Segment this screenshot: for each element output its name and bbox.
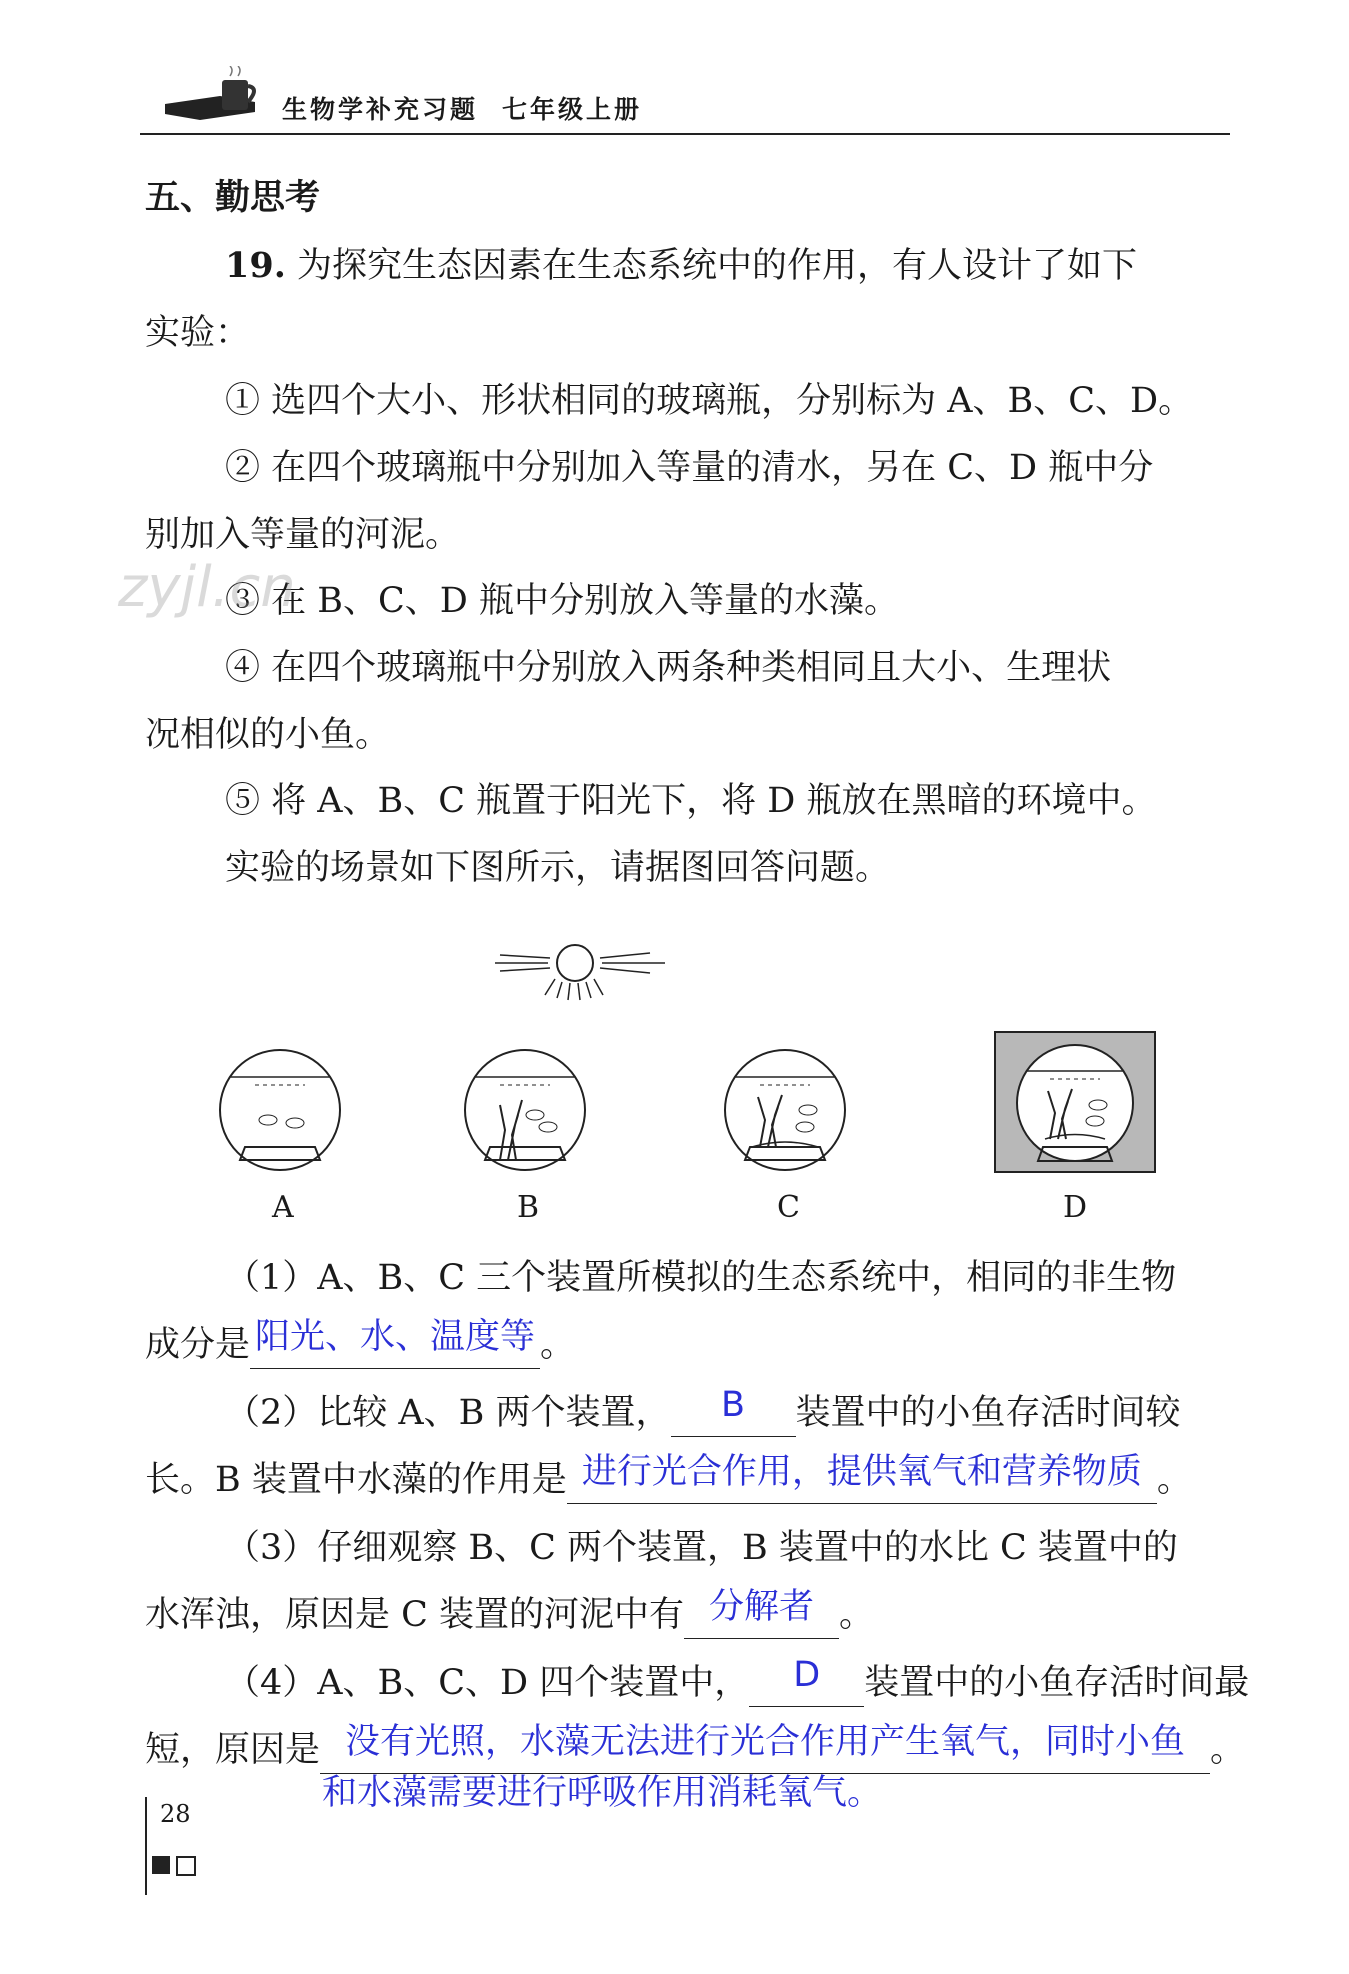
- q1-line2: [145, 1317, 576, 1369]
- q1-line1: （1）A、B、C 三个装置所模拟的生态系统中，相同的非生物: [225, 1258, 1177, 1298]
- q2-answer-2: 进行光合作用，提供氧气和营养物质: [581, 1452, 1142, 1492]
- experiment-figure: [200, 925, 1200, 1195]
- q4-suffix: 装置中的小鱼存活时间最: [864, 1663, 1250, 1703]
- scene-text: 实验的场景如下图所示，请据图回答问题。: [225, 848, 891, 888]
- q2-suffix: 装置中的小鱼存活时间较: [795, 1393, 1181, 1433]
- q2-line2: [145, 1452, 1192, 1504]
- step-2-line1: ② 在四个玻璃瓶中分别加入等量的清水，另在 C、D 瓶中分: [225, 448, 1154, 488]
- step-3: ③ 在 B、C、D 瓶中分别放入等量的水藻。: [225, 581, 899, 621]
- page-header: [140, 60, 1230, 135]
- sun-icon: [495, 945, 665, 1000]
- step-5: ⑤ 将 A、B、C 瓶置于阳光下，将 D 瓶放在黑暗的环境中。: [225, 781, 1157, 821]
- q4-line1: [225, 1655, 1250, 1707]
- jar-label-d: D: [1063, 1190, 1088, 1225]
- q3-end: 。: [839, 1595, 875, 1635]
- q2-line2-prefix: 长。B 装置中水藻的作用是: [145, 1460, 567, 1500]
- q2-line1: [225, 1385, 1181, 1437]
- q4-answer-2-line2: 和水藻需要进行呼吸作用消耗氧气。: [322, 1773, 883, 1813]
- q2-answer-1: B: [721, 1385, 746, 1425]
- step-1: ① 选四个大小、形状相同的玻璃瓶，分别标为 A、B、C、D。: [225, 381, 1194, 421]
- jar-label-a: A: [272, 1190, 294, 1225]
- q1-end: 。: [540, 1325, 576, 1365]
- q4-blank-1: [749, 1655, 864, 1707]
- q2-end: 。: [1156, 1460, 1192, 1500]
- watermark: zyjl.cn: [118, 555, 296, 620]
- q4-prefix: （4）A、B、C、D 四个装置中，: [225, 1663, 750, 1703]
- question-intro-line2: 实验：: [145, 313, 251, 353]
- page-number: 28: [160, 1800, 191, 1828]
- q2-blank-1: [671, 1385, 796, 1437]
- step-4-line1: ④ 在四个玻璃瓶中分别放入两条种类相同且大小、生理状: [225, 648, 1112, 688]
- q4-line2: [145, 1722, 1246, 1774]
- q3-line2: [145, 1587, 875, 1639]
- q3-line1: （3）仔细观察 B、C 两个装置，B 装置中的水比 C 装置中的: [225, 1528, 1178, 1568]
- header-title: [282, 90, 642, 126]
- q1-answer: 阳光、水、温度等: [255, 1317, 536, 1357]
- intro-text-1: 为探究生态因素在生态系统中的作用，有人设计了如下: [297, 246, 1138, 286]
- section-title: 五、勤思考: [145, 178, 321, 218]
- footer-filled-square-icon: [152, 1856, 170, 1874]
- jar-d: [995, 1032, 1155, 1172]
- q2-blank-2: [567, 1452, 1157, 1504]
- book-title: 生物学补充习题: [282, 95, 479, 124]
- q1-blank: [250, 1317, 540, 1369]
- q4-answer-2-line1: 没有光照，水藻无法进行光合作用产生氧气，同时小鱼: [345, 1722, 1186, 1762]
- q1-prefix: 成分是: [145, 1325, 251, 1365]
- jar-b: [465, 1050, 585, 1170]
- jar-label-b: B: [517, 1190, 540, 1225]
- question-number: 19.: [225, 245, 286, 286]
- book-and-mug-icon: [160, 66, 275, 126]
- footer-bar: [145, 1797, 147, 1895]
- jar-c: [725, 1050, 845, 1170]
- header-rule: [140, 133, 1230, 135]
- q2-prefix: （2）比较 A、B 两个装置，: [225, 1393, 671, 1433]
- q3-answer: 分解者: [709, 1587, 815, 1627]
- q4-end: 。: [1210, 1730, 1246, 1770]
- jar-label-c: C: [777, 1190, 800, 1225]
- q4-blank-2: [320, 1722, 1210, 1774]
- grade-label: 七年级上册: [502, 95, 643, 124]
- footer-empty-square-icon: [176, 1856, 196, 1876]
- q4-line2-prefix: 短，原因是: [145, 1730, 321, 1770]
- jar-a: [220, 1050, 340, 1170]
- q3-blank: [684, 1587, 839, 1639]
- question-intro-line1: [225, 243, 1137, 289]
- step-4-line2: 况相似的小鱼。: [145, 715, 391, 755]
- q3-prefix: 水浑浊，原因是 C 装置的河泥中有: [145, 1595, 685, 1635]
- step-2-line2: 别加入等量的河泥。: [145, 515, 461, 555]
- q4-answer-1: D: [793, 1655, 821, 1695]
